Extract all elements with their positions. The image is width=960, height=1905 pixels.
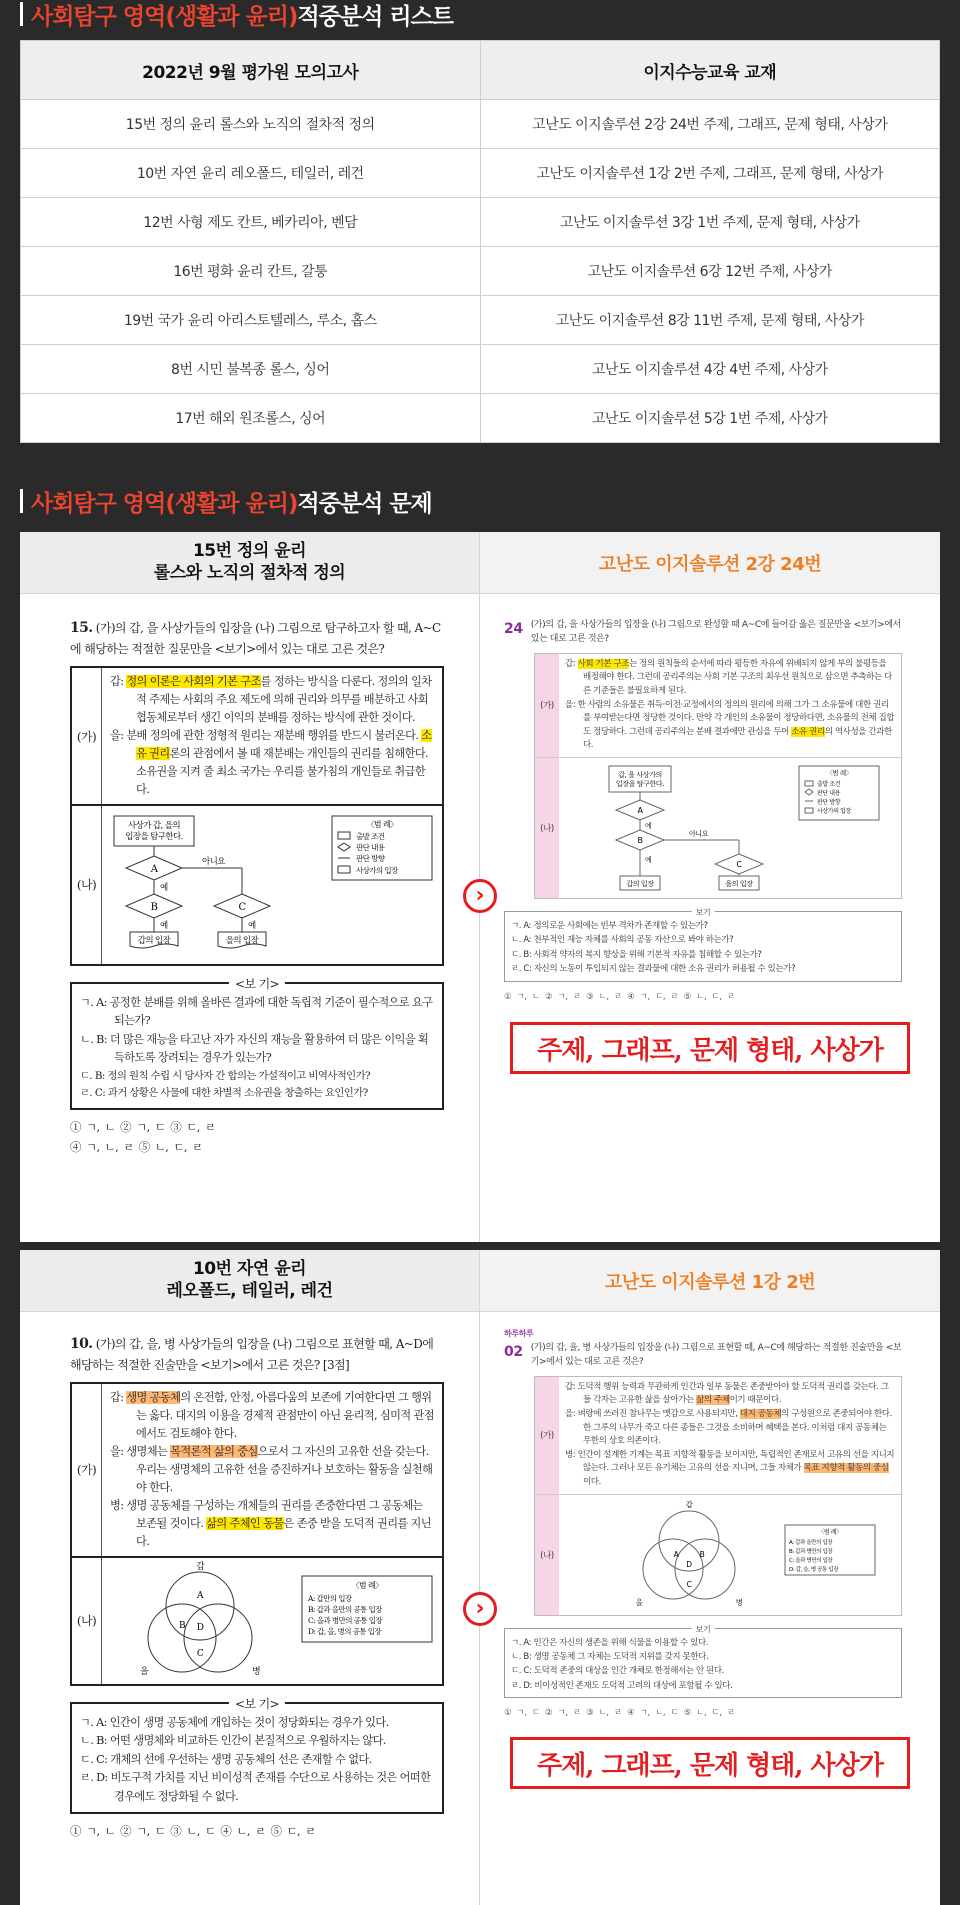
- list-title-highlight: 사회탐구 영역(생활과 윤리): [31, 3, 298, 30]
- ga-label: (가): [72, 668, 102, 803]
- region-a: A: [673, 1549, 679, 1559]
- flowchart: [102, 806, 442, 964]
- byeong-statement: [565, 1449, 895, 1490]
- ga-label: (가): [72, 1384, 102, 1555]
- bogi-item: ㄷ. B: 정의 원칙 수립 시 당사자 간 합의는 가설적이고 비역사적인가?: [80, 1069, 371, 1082]
- exam-title-line1: 15번 정의 윤리: [192, 541, 307, 562]
- list-title-suffix: 적중분석 리스트: [297, 3, 453, 30]
- question-stem: [70, 618, 444, 658]
- legend-title: 〈범 례〉: [826, 768, 852, 777]
- legend-item: 사상가의 입장: [817, 807, 851, 815]
- flowchart-svg: [102, 806, 442, 962]
- legend-title: 〈범 례〉: [351, 1580, 383, 1590]
- answer-choices: ① ㄱ, ㄴ ② ㄱ, ㄷ ③ ㄴ, ㄷ ④ ㄴ, ㄹ ⑤ ㄷ, ㄹ: [70, 1824, 316, 1838]
- book-stem-text: (가)의 갑, 을, 병 사상가들의 입장을 (나) 그림으로 표현할 때, A~C에 해당하는 적절한 진술만을 <보기>에서 있는 대로 고른 것은?: [530, 1343, 902, 1368]
- bogi-box: [70, 976, 444, 1110]
- choices-line: ④ ㄱ, ㄴ, ㄹ ⑤ ㄴ, ㄷ, ㄹ: [70, 1139, 203, 1154]
- no-label: 아니요: [202, 856, 225, 867]
- gap-rest: 의 온전함, 안정, 아름다움의 보존에 기여한다면 그 행위는 옳다. 대지의 이용을 경제적 관점만이 아닌 윤리적, 심미적 관점에서도 검토해야 한다.: [136, 1391, 434, 1441]
- eul-prefix: 을: 분배 정의에 관한 정형적 원리는 재분배 행위를 반드시 불러온다.: [110, 729, 422, 743]
- node-c: C: [238, 901, 246, 913]
- byeong-prefix: 병: 인간이 설계한 기계는 목표 지향적 활동을 보이지만, 독립적인 존재로서 고유의 선을 지니지 않는다. 그러나 모든 유기체는 고유의 선을 지니며, 그들 자체가: [565, 1449, 895, 1474]
- highlight-orange: 목표 지향적 활동의 중심: [803, 1463, 889, 1474]
- exam-cell: 15번 정의 윤리 롤스와 노직의 절차적 정의: [21, 100, 481, 149]
- eul-statement: [110, 1443, 434, 1497]
- eul-prefix: 을: 생명체는: [110, 1445, 171, 1459]
- problem-title-highlight: 사회탐구 영역(생활과 윤리): [31, 490, 298, 517]
- exam-cell: 16번 평화 윤리 칸트, 갈퉁: [21, 247, 481, 296]
- bogi-item: ㄱ. A: 인간이 생명 공동체에 개입하는 것이 정당화되는 경우가 있다.: [80, 1715, 389, 1729]
- highlight-yellow: 소유 권리: [136, 729, 432, 760]
- end-eul: 을의 입장: [225, 935, 259, 946]
- ga-label: (가): [535, 654, 559, 757]
- table-row: [21, 100, 940, 149]
- book-question: [480, 594, 940, 1242]
- bogi-item: ㄴ. B: 더 많은 재능을 타고난 자가 자신의 재능을 활용하여 더 많은 이익을 획득하도록 장려되는 경우가 있는가?: [80, 1032, 429, 1065]
- gap-prefix: 갑:: [110, 1391, 127, 1405]
- book-stem: [504, 1341, 902, 1370]
- book-cell: 고난도 이지솔루션 5강 1번 주제, 사상가: [480, 394, 940, 443]
- gap-statement: [110, 1389, 434, 1443]
- highlight-orange: 대지 공동체: [739, 1408, 782, 1419]
- exam-cell: 8번 시민 불복종 롤스, 싱어: [21, 345, 481, 394]
- problem-title-suffix: 적중분석 문제: [297, 490, 432, 517]
- eul-prefix: 을: 한 사람의 소유물은 취득·이전·교정에서의 정의의 원리에 의해 그가 그 소유물에 대한 권리를 부여받는다면 정당한 것이다. 만약 각 개인의 소유물이 정당하다면, 소유물의 전체 집합도 정당하다. 그런데 공리주의는 분배 결과에만 관심을 두어: [565, 699, 895, 737]
- bogi-title: <보 기>: [229, 975, 285, 995]
- gap-statement: [565, 1381, 895, 1408]
- exam-title-line2: 레오폴드, 테일러, 레건: [166, 1280, 333, 1301]
- title-bar: [20, 2, 23, 26]
- book-question-number: 02: [504, 1344, 523, 1360]
- start-text: 갑, 을 사상가의 입장을 탐구한다.: [615, 770, 665, 788]
- book-answer-choices: ① ㄱ, ㄷ ② ㄱ, ㄹ ③ ㄴ, ㄹ ④ ㄱ, ㄴ, ㄷ ⑤ ㄴ, ㄷ, ㄹ: [504, 1708, 735, 1719]
- byeong-rest: 이다.: [583, 1476, 601, 1487]
- exam-question-content: [70, 618, 444, 1157]
- choices-line: ① ㄱ, ㄴ ② ㄱ, ㄷ ③ ㄷ, ㄹ: [70, 1119, 216, 1134]
- gap-statement: [565, 658, 895, 699]
- region-a: A: [197, 1590, 203, 1601]
- ga-label: (가): [535, 1377, 559, 1494]
- bogi-item: ㄹ. C: 과거 상황은 사물에 대한 차별적 소유권을 창출하는 요인인가?: [80, 1086, 368, 1099]
- region-c: C: [686, 1579, 692, 1589]
- match-badge: 주제, 그래프, 문제 형태, 사상가: [510, 1022, 910, 1074]
- book-cell: 고난도 이지솔루션 6강 12번 주제, 사상가: [480, 247, 940, 296]
- table-row: [21, 247, 940, 296]
- exam-cell: 17번 해외 원조롤스, 싱어: [21, 394, 481, 443]
- node-a: A: [637, 805, 643, 815]
- gap-prefix: 갑:: [110, 675, 127, 689]
- na-label: (나): [72, 806, 102, 964]
- table-row: [21, 394, 940, 443]
- legend-title: 〈범 례〉: [366, 819, 398, 829]
- region-d: D: [196, 1622, 204, 1633]
- bogi-item: ㄴ. B: 생명 공동체 그 자체는 도덕적 지위를 갖지 못한다.: [511, 1651, 709, 1662]
- eul-rest: 으로서 그 자신의 고유한 선을 갖는다. 우리는 생명체의 고유한 선을 증진하거나 보호하는 활동을 실천해야 한다.: [136, 1445, 433, 1494]
- byeong-statement: [110, 1497, 434, 1551]
- gap-prefix: 갑:: [565, 658, 578, 669]
- start-text: 사상가 갑, 을의 입장을 탐구한다.: [125, 820, 183, 842]
- book-title: 고난도 이지솔루션 1강 2번: [480, 1250, 940, 1311]
- exam-cell: 12번 사형 제도 칸트, 베카리아, 벤담: [21, 198, 481, 247]
- region-b: B: [178, 1620, 186, 1631]
- book-title: 고난도 이지솔루션 2강 24번: [480, 532, 940, 593]
- book-question-content: [504, 1328, 902, 1718]
- region-b: B: [699, 1549, 705, 1559]
- bogi-title: <보 기>: [229, 1695, 285, 1715]
- book-na-row: [535, 1495, 901, 1615]
- passage-box: [70, 1382, 444, 1685]
- comparison-block-1: [20, 532, 940, 1242]
- block-body: [20, 594, 940, 1242]
- book-cell: 고난도 이지솔루션 4강 4번 주제, 사상가: [480, 345, 940, 394]
- legend-item: D: 갑, 을, 병의 공통 입장: [308, 1626, 381, 1636]
- chevron-right-icon: ›: [463, 879, 497, 913]
- eul-statement: [110, 727, 434, 799]
- legend-item: B: 갑과 을만의 공통 입장: [308, 1604, 382, 1614]
- exam-title-line2: 롤스와 노직의 절차적 정의: [153, 562, 346, 583]
- question-stem-text: (가)의 갑, 을 사상가들의 입장을 (나) 그림으로 탐구하고자 할 때, A~C에 해당하는 적절한 질문만을 <보기>에서 있는 대로 고른 것은?: [70, 621, 441, 656]
- book-bogi-box: [504, 1624, 902, 1699]
- no-label: 아니요: [689, 829, 709, 838]
- legend-item: A: 갑만의 입장: [308, 1593, 352, 1603]
- exam-question: [20, 594, 480, 1242]
- book-flowchart: [559, 758, 901, 898]
- passage-na-row: [72, 806, 442, 964]
- book-question-number: 24: [504, 621, 523, 637]
- gap-statement: [110, 673, 434, 727]
- book-answer-choices: ① ㄱ, ㄴ ② ㄱ, ㄹ ③ ㄴ, ㄹ ④ ㄱ, ㄷ, ㄹ ⑤ ㄴ, ㄷ, ㄹ: [504, 991, 735, 1002]
- legend-item: 사상가의 입장: [356, 865, 398, 875]
- yes-label: 예: [645, 855, 652, 864]
- node-b: B: [637, 835, 643, 845]
- eul-rest: 의 구성원으로 존중되어야 한다. 한 그루의 나무가 죽고 다른 종들은 그것을 소비하며 혜택을 본다. 이처럼 대지 공동체는 무한의 상호 의존이다.: [583, 1408, 892, 1447]
- legend-item: C: 을과 병만의 공통 입장: [308, 1615, 383, 1625]
- highlight-yellow: 정의 이론은 사회의 기본 구조: [126, 675, 261, 689]
- list-section-title: [20, 0, 453, 28]
- match-badge: 주제, 그래프, 문제 형태, 사상가: [510, 1737, 910, 1789]
- book-ga-row: [535, 1377, 901, 1495]
- yes-label: 예: [645, 821, 652, 830]
- table-row: [21, 198, 940, 247]
- exam-cell: 10번 자연 윤리 레오폴드, 테일러, 레건: [21, 149, 481, 198]
- passage-ga-row: [72, 1384, 442, 1557]
- venn-label-byeong: 병: [251, 1666, 261, 1677]
- bogi-item: ㄴ. B: 어떤 생명체와 비교하든 인간이 본질적으로 우월하지는 않다.: [80, 1734, 386, 1748]
- venn-label-eul: 을: [635, 1597, 643, 1607]
- passage-ga-row: [72, 668, 442, 805]
- book-passage-box: [534, 1376, 902, 1616]
- end-gap: 갑의 입장: [137, 935, 171, 946]
- book-ga-text: [559, 1377, 901, 1494]
- exam-cell: 19번 국가 윤리 아리스토텔레스, 루소, 홉스: [21, 296, 481, 345]
- bogi-box: [70, 1696, 444, 1814]
- region-d: D: [686, 1559, 692, 1569]
- block-header: [20, 1250, 940, 1312]
- book-stem-text: (가)의 갑, 을 사상가들의 입장을 (나) 그림으로 완성할 때 A~C에 들어갈 옳은 질문만을 <보기>에서 있는 대로 고른 것은?: [530, 620, 901, 645]
- block-header: [20, 532, 940, 594]
- answer-choices: [70, 1118, 444, 1157]
- bogi-item: ㄹ. C: 자신의 노동이 투입되지 않는 결과물에 대한 소유 권리가 허용될 수 있는가?: [511, 964, 796, 975]
- eul-statement: [565, 1408, 895, 1449]
- book-question: [480, 1312, 940, 1905]
- venn-label-gap: 갑: [195, 1561, 205, 1572]
- table-row: [21, 345, 940, 394]
- header-book: 이지수능교육 교재: [480, 41, 940, 100]
- book-venn: [559, 1495, 901, 1615]
- book-ga-row: [535, 654, 901, 758]
- exam-title-line1: 10번 자연 윤리: [192, 1259, 307, 1280]
- table-row: [21, 296, 940, 345]
- bogi-title: 보기: [692, 906, 715, 920]
- passage-ga-text: [102, 668, 442, 803]
- yes-label: 예: [160, 920, 168, 931]
- table-row: [21, 149, 940, 198]
- byeong-prefix: 병: 생명 공동체를 구성하는 개체들의 권리를 존중한다면 그 공동체는 보존될 것이다.: [110, 1498, 423, 1530]
- book-ga-text: [559, 654, 901, 757]
- exam-title: [20, 532, 480, 593]
- gap-rest: 이기 때문이다.: [729, 1395, 782, 1406]
- problem-section-title: [20, 487, 432, 515]
- book-venn-svg: [559, 1495, 899, 1613]
- legend-item: A: 갑과 을만의 입장: [789, 1539, 833, 1546]
- bogi-title: 보기: [692, 1623, 715, 1637]
- na-label: (나): [72, 1558, 102, 1684]
- exam-question: [20, 1312, 480, 1905]
- question-stem-text: (가)의 갑, 을, 병 사상가들의 입장을 (나) 그림으로 표현할 때, A~D에 해당하는 적절한 진술만을 <보기>에서 고른 것은? [3점]: [70, 1337, 434, 1372]
- gap-rest: 는 정의 원칙들의 순서에 따라 평등한 자유에 위배되지 않게 부의 불평등을 배정해야 한다. 그런데 공리주의는 사회 기본 구조의 최우선 원칙으로 삼으면 추측하는 다른 기준들은 불필요하게 된다.: [583, 658, 892, 696]
- book-question-content: [504, 618, 902, 1002]
- comparison-block-2: [20, 1250, 940, 1905]
- venn-label-gap: 갑: [685, 1499, 693, 1509]
- book-logo: 하루하루: [504, 1329, 534, 1338]
- bogi-item: ㄷ. C: 도덕적 존중의 대상을 인간 개체로 한정해서는 안 된다.: [511, 1666, 724, 1677]
- passage-ga-text: [102, 1384, 442, 1555]
- table-header-row: [21, 41, 940, 100]
- passage-na-row: [72, 1558, 442, 1684]
- question-stem: [70, 1334, 444, 1374]
- bogi-item: ㄱ. A: 인간은 자신의 생존을 위해 식물을 이용할 수 있다.: [511, 1637, 709, 1648]
- eul-prefix: 을: 벼랑에 쓰러진 참나무는 멧감으로 사용되지만,: [565, 1408, 740, 1419]
- highlight-orange: 목적론적 삶의 중심: [170, 1445, 258, 1459]
- highlight-yellow: 사회 기본 구조: [577, 658, 630, 669]
- highlight-orange: 삶의 주체: [696, 1395, 730, 1406]
- header-exam: 2022년 9월 평가원 모의고사: [21, 41, 481, 100]
- book-cell: 고난도 이지솔루션 3강 1번 주제, 문제 형태, 사상가: [480, 198, 940, 247]
- bogi-item: ㄱ. A: 정의로운 사회에는 빈부 격차가 존재할 수 있는가?: [511, 920, 708, 931]
- legend-item: 출발 조건: [356, 831, 385, 841]
- title-bar: [20, 489, 23, 513]
- highlight-yellow: 소유 권리: [791, 726, 825, 737]
- highlight-yellow: 삶의 주체인 동물: [206, 1516, 284, 1530]
- eul-rest: 론의 관점에서 볼 때 재분배는 개인들의 권리를 침해한다. 소유권을 지켜 줄 최소 국가는 우리를 불가침의 개인들로 취급한다.: [136, 746, 428, 796]
- question-number: 15.: [70, 620, 93, 636]
- legend-item: B: 갑과 병만의 입장: [789, 1548, 833, 1555]
- region-c: C: [196, 1648, 204, 1659]
- yes-label: 예: [248, 920, 256, 931]
- legend-item: 판단 내용: [356, 842, 385, 852]
- legend-item: D: 갑, 을, 병 공통 입장: [789, 1566, 839, 1573]
- bogi-item: ㄱ. A: 공정한 분배를 위해 올바른 결과에 대한 독립적 기준이 필수적으로 요구되는가?: [80, 995, 433, 1028]
- end-gap: 갑의 입장: [626, 879, 654, 888]
- bogi-item: ㄷ. C: 개체의 선에 우선하는 생명 공동체의 선은 존재할 수 없다.: [80, 1752, 372, 1766]
- legend-item: 판단 방향: [356, 853, 385, 863]
- bogi-item: ㄷ. B: 사회적 약자의 복지 향상을 위해 기본적 자유를 침해할 수 있는가?: [511, 949, 762, 960]
- legend-item: 판단 내용: [817, 789, 841, 797]
- bogi-item: ㄹ. D: 비도구적 가치를 지닌 비이성적 존재를 수단으로 사용하는 것은 어떠한 경우에도 정당화될 수 없다.: [80, 1771, 431, 1803]
- venn-diagram: [102, 1558, 442, 1684]
- passage-box: [70, 666, 444, 965]
- book-stem: [504, 618, 902, 647]
- venn-svg: [102, 1558, 442, 1682]
- bogi-item: ㄴ. A: 천부적인 재능 자체를 사회의 공동 자산으로 봐야 하는가?: [511, 935, 734, 946]
- legend-title: 〈범 례〉: [818, 1528, 842, 1536]
- exam-question-content: [70, 1334, 444, 1842]
- venn-label-byeong: 병: [735, 1597, 743, 1607]
- legend-item: 출발 조건: [817, 780, 841, 788]
- na-label: (나): [535, 1495, 559, 1615]
- venn-label-eul: 을: [139, 1666, 149, 1677]
- eul-rest: 의 역사성을 간과한다.: [583, 726, 892, 751]
- legend-item: 판단 방향: [817, 798, 841, 806]
- book-cell: 고난도 이지솔루션 2강 24번 주제, 그래프, 문제 형태, 사상가: [480, 100, 940, 149]
- book-na-row: [535, 758, 901, 898]
- block-body: [20, 1312, 940, 1905]
- exam-title: [20, 1250, 480, 1311]
- gap-prefix: 갑: 도덕적 행위 능력과 무관하게 인간과 일부 동물은 존중받아야 할 도덕적 권리를 갖는다. 그들 각자는 고유한 삶을 살아가는: [565, 1381, 889, 1406]
- book-cell: 고난도 이지솔루션 8강 11번 주제, 문제 형태, 사상가: [480, 296, 940, 345]
- book-flowchart-svg: [559, 758, 899, 896]
- gap-rest: 를 정하는 방식을 다룬다. 정의의 일차적 주제는 사회의 주요 제도에 의해 권리와 의무를 배분하고 사회 협동체로부터 생긴 이익의 분배를 정하는 방식에 관한 것이다.: [136, 675, 432, 725]
- legend-item: C: 을과 병만의 입장: [789, 1557, 833, 1564]
- bogi-item: ㄹ. D: 비이성적인 존재도 도덕적 고려의 대상에 포함될 수 있다.: [511, 1680, 733, 1691]
- yes-label: 예: [160, 882, 168, 893]
- hit-list-table: [20, 40, 940, 443]
- eul-statement: [565, 699, 895, 753]
- question-number: 10.: [70, 1336, 93, 1352]
- node-c: C: [736, 859, 742, 869]
- book-cell: 고난도 이지솔루션 1강 2번 주제, 그래프, 문제 형태, 사상가: [480, 149, 940, 198]
- na-label: (나): [535, 758, 559, 898]
- highlight-orange: 생명 공동체: [126, 1391, 181, 1405]
- end-eul: 을의 입장: [725, 879, 753, 888]
- chevron-right-icon: ›: [463, 1592, 497, 1626]
- node-b: B: [150, 901, 158, 913]
- node-a: A: [150, 863, 158, 875]
- book-passage-box: [534, 653, 902, 899]
- byeong-rest: 은 존중 받을 도덕적 권리를 지닌다.: [136, 1516, 431, 1548]
- book-bogi-box: [504, 907, 902, 982]
